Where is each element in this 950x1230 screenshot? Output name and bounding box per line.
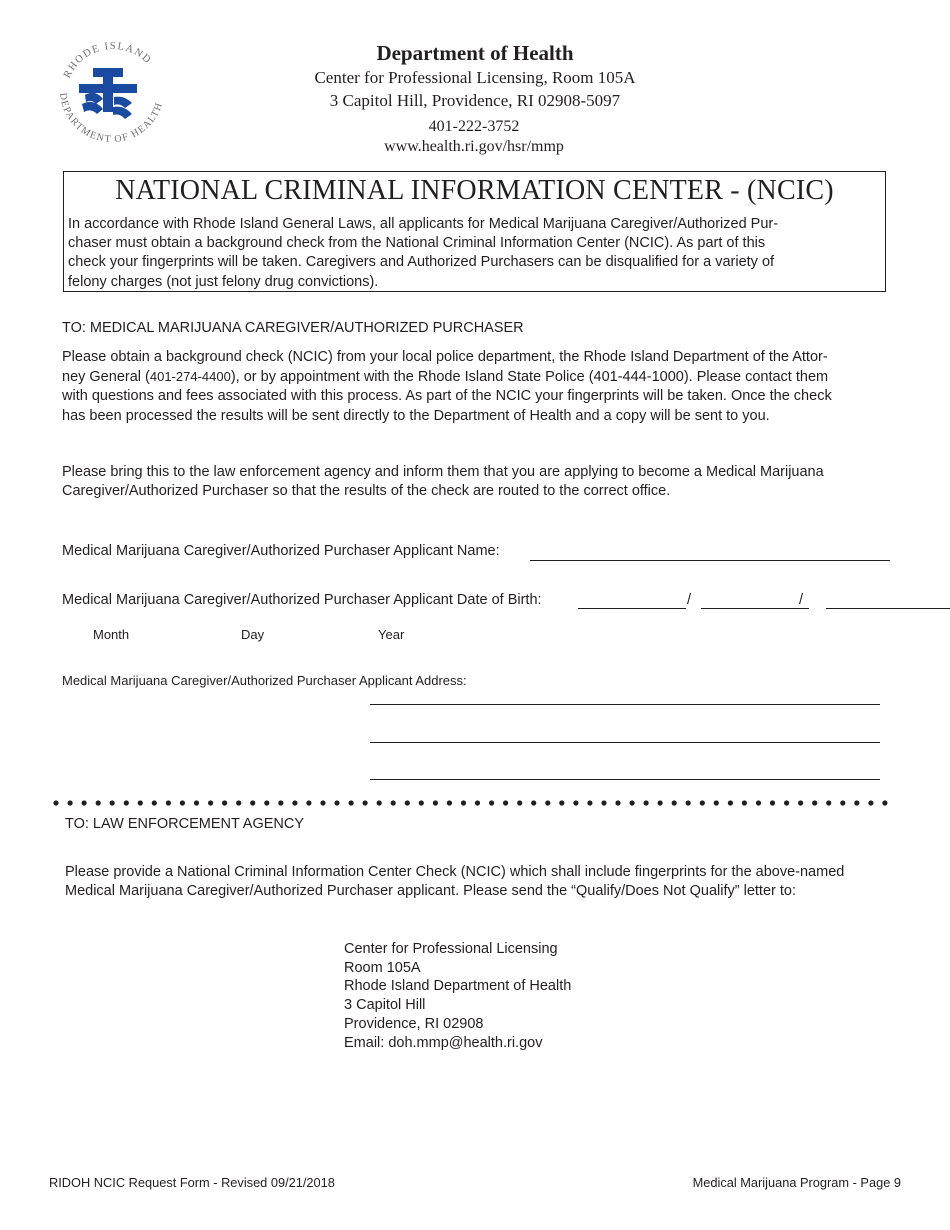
separator-dot: [278, 800, 283, 805]
agency-routing-instructions: [62, 463, 912, 501]
svg-text:DEPARTMENT OF HEALTH: DEPARTMENT OF HEALTH: [56, 92, 166, 144]
address-line-1-field[interactable]: [370, 704, 880, 705]
mailing-address-line: Providence, RI 02908: [344, 1015, 484, 1032]
separator-dot: [292, 800, 297, 805]
separator-dot: [672, 800, 677, 805]
day-caption: Day: [241, 627, 265, 642]
svg-text:RHODE ISLAND: RHODE ISLAND: [61, 40, 154, 80]
dob-slash: /: [687, 592, 692, 608]
street-address: 3 Capitol Hill, Providence, RI 02908-5097: [329, 91, 621, 110]
separator-dot: [110, 800, 115, 805]
separator-dot: [573, 800, 578, 805]
separator-dot: [517, 800, 522, 805]
notice-line: felony charges (not just felony drug convictions).: [68, 273, 379, 290]
mailing-email: Email: doh.mmp@health.ri.gov: [344, 1034, 543, 1051]
notice-line: check your fingerprints will be taken. Caregivers and Authorized Purchasers can be disqualified for a variety of: [68, 254, 775, 271]
separator-dot: [124, 800, 129, 805]
applicant-name-label: Medical Marijuana Caregiver/Authorized Purchaser Applicant Name:: [62, 543, 500, 559]
separator-dot: [447, 800, 452, 805]
instruction-line: has been processed the results will be sent directly to the Department of Health and a copy will be sent to you.: [62, 407, 770, 424]
separator-dot: [658, 800, 663, 805]
separator-dot: [559, 800, 564, 805]
separator-dot: [433, 800, 438, 805]
address-label: Medical Marijuana Caregiver/Authorized Purchaser Applicant Address:: [62, 673, 467, 688]
notice-line: chaser must obtain a background check from the National Criminal Information Center (NCIC). As part of this: [68, 235, 766, 252]
separator-dot: [601, 800, 606, 805]
ag-phone: 401-274-4400: [149, 369, 231, 385]
address-line-2-field[interactable]: [370, 742, 880, 743]
website-url: www.health.ri.gov/hsr/mmp: [384, 138, 564, 155]
ncic-notice-text: [68, 215, 848, 292]
mailing-address-line: Center for Professional Licensing: [344, 941, 558, 957]
cut-line-separator: [52, 796, 902, 810]
separator-dot: [545, 800, 550, 805]
separator-dot: [587, 800, 592, 805]
applicant-name-field[interactable]: [530, 560, 890, 561]
separator-dot: [222, 800, 227, 805]
dob-slash: /: [799, 592, 804, 608]
separator-dot: [812, 800, 817, 805]
dob-day-field[interactable]: [701, 608, 809, 609]
separator-dot: [461, 800, 466, 805]
separator-dot: [166, 800, 171, 805]
separator-dot: [53, 800, 58, 805]
separator-dot: [714, 800, 719, 805]
separator-dot: [644, 800, 649, 805]
dob-month-field[interactable]: [578, 608, 686, 609]
ridoh-seal-logo: [52, 40, 174, 144]
separator-dot: [826, 800, 831, 805]
separator-dot: [840, 800, 845, 805]
separator-dot: [363, 800, 368, 805]
separator-dot: [784, 800, 789, 805]
separator-dot: [250, 800, 255, 805]
separator-dot: [489, 800, 494, 805]
instruction-line: Caregiver/Authorized Purchaser so that the results of the check are routed to the correct office.: [62, 483, 671, 500]
dob-year-field[interactable]: [826, 608, 950, 609]
separator-dot: [475, 800, 480, 805]
separator-dot: [756, 800, 761, 805]
separator-dot: [882, 800, 887, 805]
instruction-line: Please bring this to the law enforcement agency and inform them that you are applying to become a Medical Marijuana: [62, 464, 824, 480]
to-applicant-heading: TO: MEDICAL MARIJUANA CAREGIVER/AUTHORIZED PURCHASER: [62, 320, 524, 336]
separator-dot: [630, 800, 635, 805]
instruction-line: ney General (401-274-4400), or by appointment with the Rhode Island State Police (401-444-1000). Please contact them: [62, 369, 829, 386]
separator-dot: [194, 800, 199, 805]
separator-dot: [306, 800, 311, 805]
separator-dot: [377, 800, 382, 805]
separator-dot: [405, 800, 410, 805]
year-caption: Year: [378, 627, 405, 642]
separator-dot: [503, 800, 508, 805]
separator-dot: [334, 800, 339, 805]
department-title: Department of Health: [376, 41, 574, 65]
law-enforcement-instructions: [65, 863, 925, 901]
separator-dot: [615, 800, 620, 805]
separator-dot: [96, 800, 101, 805]
dob-label: Medical Marijuana Caregiver/Authorized Purchaser Applicant Date of Birth:: [62, 592, 542, 608]
footer-form-revision: RIDOH NCIC Request Form - Revised 09/21/2018: [49, 1175, 335, 1190]
footer-page-number: Medical Marijuana Program - Page 9: [692, 1175, 901, 1190]
separator-dot: [798, 800, 803, 805]
separator-dot: [728, 800, 733, 805]
separator-dot: [180, 800, 185, 805]
separator-dot: [349, 800, 354, 805]
separator-dot: [264, 800, 269, 805]
separator-dot: [742, 800, 747, 805]
separator-dot: [320, 800, 325, 805]
separator-dot: [531, 800, 536, 805]
instruction-line: Please obtain a background check (NCIC) from your local police department, the Rhode Island Department of the Attor-: [62, 349, 828, 365]
notice-line: In accordance with Rhode Island General Laws, all applicants for Medical Marijuana Caregiver/Authorized Pur-: [68, 216, 779, 232]
instruction-line: Medical Marijuana Caregiver/Authorized Purchaser applicant. Please send the “Qualify/Does Not Qualify” letter to:: [65, 883, 796, 900]
separator-dot: [700, 800, 705, 805]
phone-number: 401-222-3752: [428, 118, 520, 135]
to-law-enforcement-heading: TO: LAW ENFORCEMENT AGENCY: [65, 816, 305, 832]
applicant-instructions: [62, 348, 912, 426]
ncic-title: NATIONAL CRIMINAL INFORMATION CENTER - (NCIC): [115, 175, 834, 206]
ncic-notice-box: [63, 171, 886, 292]
separator-dot: [68, 800, 73, 805]
center-name: Center for Professional Licensing, Room 105A: [314, 68, 636, 87]
separator-dot: [152, 800, 157, 805]
separator-dot: [236, 800, 241, 805]
separator-dot: [868, 800, 873, 805]
mailing-address-line: 3 Capitol Hill: [344, 997, 426, 1014]
separator-dot: [391, 800, 396, 805]
separator-dot: [686, 800, 691, 805]
mailing-address: [344, 940, 571, 1052]
mailing-address-line: Rhode Island Department of Health: [344, 978, 572, 995]
instruction-line: Please provide a National Criminal Information Center Check (NCIC) which shall include fingerprints for the above-named: [65, 864, 845, 880]
separator-dot: [138, 800, 143, 805]
separator-dot: [854, 800, 859, 805]
address-line-3-field[interactable]: [370, 779, 880, 780]
instruction-line: with questions and fees associated with this process. As part of the NCIC your fingerprints will be taken. Once the check: [62, 388, 832, 405]
separator-dot: [82, 800, 87, 805]
separator-dot: [770, 800, 775, 805]
separator-dot: [419, 800, 424, 805]
month-caption: Month: [93, 627, 130, 642]
separator-dot: [208, 800, 213, 805]
mailing-address-line: Room 105A: [344, 959, 421, 976]
